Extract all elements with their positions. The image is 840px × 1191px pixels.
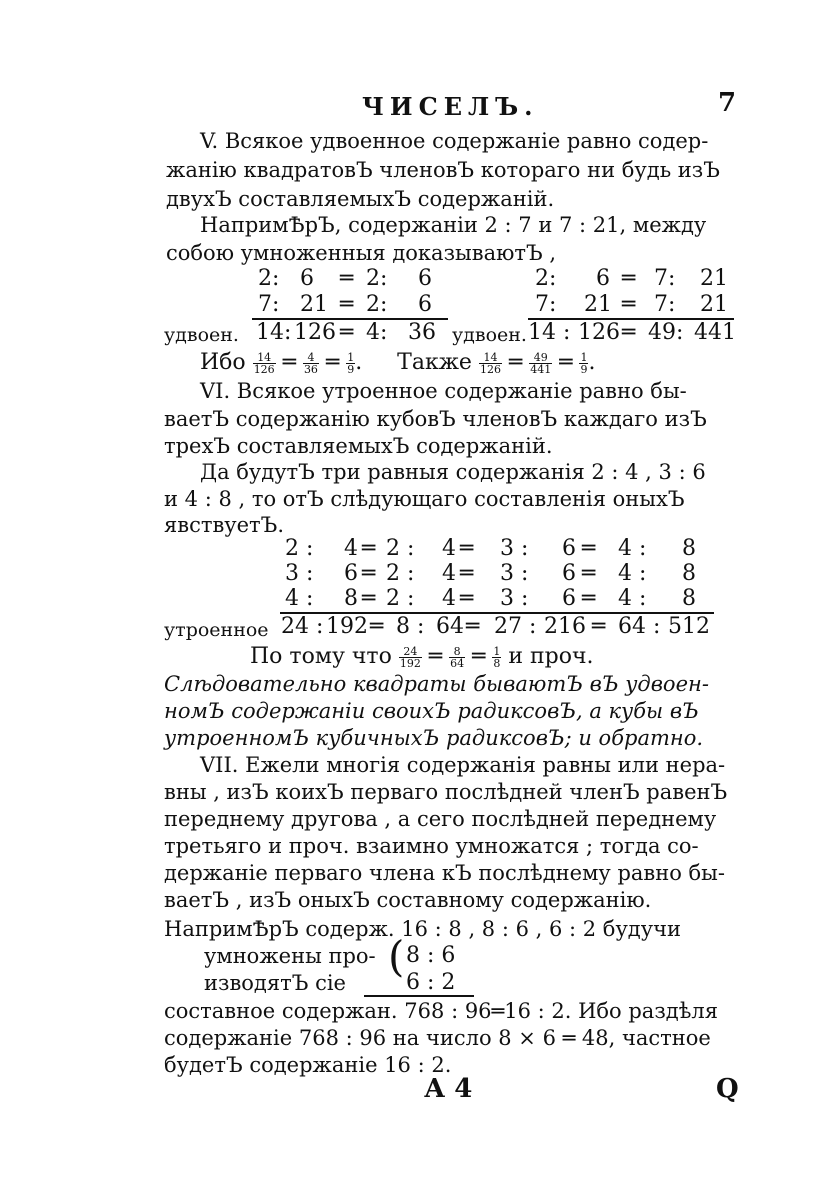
section-vii-line: держанiе перваго члена кЪ послѣднему равно бы- <box>164 861 725 885</box>
equals-sign: ═ <box>622 320 636 345</box>
equals-sign: ═ <box>428 644 443 669</box>
italic-line: утроенномЪ кубичныхЪ радиксовЪ; и обратно. <box>164 726 704 750</box>
table-cell: 8 <box>682 536 696 561</box>
section-vii-line: вны , изЪ коихЪ перваго послѣдней членЪ равенЪ <box>164 780 728 804</box>
fraction: $\frac{8}{64}$ <box>450 644 465 670</box>
table-cell: 3 : <box>285 561 314 586</box>
table-cell: 2: <box>366 266 388 291</box>
table-cell: 2 : <box>386 586 415 611</box>
section-vi-line: Да будутЪ три равныя содержанiя 2 : 4 , 3 : 6 <box>200 460 706 484</box>
stack-line: 6 : 2 <box>406 970 456 995</box>
umnozheny-text: умножены про- <box>204 944 376 968</box>
table-cell: 6 <box>562 586 576 611</box>
table-cell: 6 <box>344 561 358 586</box>
table-cell: 8 <box>682 586 696 611</box>
equals-sign: ═ <box>622 292 636 317</box>
izvodyat-text: изводятЪ сiе <box>204 971 346 995</box>
section-vi-line: ваетЪ содержанiю кубовЪ членовЪ каждаго изЪ <box>164 407 707 431</box>
table-cell: 2 : <box>386 536 415 561</box>
section-vi-line: VI. Всякое утроенное содержанiе равно бы- <box>200 379 687 403</box>
equals-sign: ═ <box>466 614 480 639</box>
equals-sign: ═ <box>340 266 354 291</box>
sostavnoe-tail: Ибо раздѣля <box>578 999 718 1023</box>
table-cell: 768 <box>404 999 445 1023</box>
section-vii-line: переднему другова , а сего послѣдней переднему <box>164 807 717 831</box>
section-vi-line: и 4 : 8 , то отЪ слѣдующаго составленiя оныхЪ <box>164 487 685 511</box>
table-cell: 2 : <box>386 561 415 586</box>
equals-sign: ═ <box>362 586 376 611</box>
equals-sign: ═ <box>472 644 486 669</box>
table-cell: 8 <box>682 561 696 586</box>
last-line: содержанiе 768 : 96 на число 8 ⨯ 6 ═ 48, частное <box>164 1026 711 1050</box>
equals-sign: ═ <box>460 561 474 586</box>
table-cell: : 96 <box>451 999 492 1023</box>
equals-sign: ═ <box>508 350 523 375</box>
table-cell: 21 <box>700 292 728 317</box>
table-cell: 2 : <box>285 536 314 561</box>
section-v-line: НапримѢрЪ, содержанiи 2 : 7 и 7 : 21, между <box>200 213 707 237</box>
equals-sign: ═ <box>282 350 296 375</box>
sostavnoe-label: составное содержан. <box>164 999 398 1023</box>
section-vi-line: трехЪ составляемыхЪ содержанiй. <box>164 434 553 458</box>
equals-sign: ═ <box>622 266 636 291</box>
table-cell: 6 <box>300 266 314 291</box>
equals-sign: ═ <box>362 561 376 586</box>
table-cell: 7: <box>535 292 557 317</box>
po-tomu-label: По тому что <box>250 644 392 669</box>
table-cell: 441 <box>694 320 736 345</box>
section-v-line: жанiю квадратовЪ членовЪ котораго ни будь изЪ <box>166 158 720 182</box>
table-cell: 64 : <box>618 614 661 639</box>
table-cell: 7: <box>258 292 280 317</box>
equals-sign: ═ <box>340 292 354 317</box>
table-cell: 4: <box>366 320 388 345</box>
signature-mark: А 4 <box>424 1074 473 1104</box>
table-cell: 3 : <box>500 586 529 611</box>
section-v-line: собою умноженныя доказываютЪ , <box>166 241 557 265</box>
table-cell: 4 : <box>285 586 314 611</box>
table-cell: 6 <box>418 292 432 317</box>
table-cell: 126 <box>294 320 336 345</box>
table-cell: 8 : <box>396 614 425 639</box>
table-cell: 216 <box>544 614 586 639</box>
table-cell: 2: <box>535 266 557 291</box>
table-cell: 4 : <box>618 561 647 586</box>
table-cell: 27 : <box>494 614 537 639</box>
equals-sign: ═ <box>325 350 340 375</box>
table-cell: 2: <box>258 266 280 291</box>
brace-icon: ( <box>388 932 405 981</box>
po-tomu-line <box>250 644 594 670</box>
section-vii-line: ваетЪ , изЪ оныхЪ составному содержанiю. <box>164 888 652 912</box>
section-vii-line: VII. Ежели многiя содержанiя равны или нера- <box>200 753 726 777</box>
fraction: $\frac{14}{126}$ <box>479 350 501 376</box>
table-cell: 7: <box>654 266 676 291</box>
fraction: $\frac{1}{8}$ <box>493 644 501 670</box>
table-cell: 21 <box>300 292 328 317</box>
equals-sign: ═ <box>559 350 573 375</box>
fraction: $\frac{1}{9}$ <box>580 350 588 376</box>
equals-sign: ═ <box>340 320 354 345</box>
table-cell: 21 <box>700 266 728 291</box>
table-cell: 6 <box>418 266 432 291</box>
takozhde-label: Также <box>397 350 472 375</box>
fraction: $\frac{14}{126}$ <box>253 350 275 376</box>
catchword: Q <box>716 1074 739 1104</box>
table-cell: 24 : <box>281 614 324 639</box>
section-vii-line: третьяго и проч. взаимно умножатся ; тогда со- <box>164 834 699 858</box>
equals-sign: ═ <box>460 586 474 611</box>
section-v-line: V. Всякое удвоенное содержанiе равно содер- <box>200 129 709 153</box>
table-cell: 4 <box>442 536 456 561</box>
table-cell: 4 : <box>618 536 647 561</box>
table-cell: 4 <box>442 586 456 611</box>
example-line: НапримѢрЪ содерж. 16 : 8 , 8 : 6 , 6 : 2 будучи <box>164 917 681 941</box>
table-cell: 4 : <box>618 586 647 611</box>
italic-line: номЪ содержанiи своихЪ радиксовЪ, а кубы вЪ <box>164 699 699 723</box>
running-head: ЧИСЕЛЪ. <box>362 92 539 121</box>
fraction: $\frac{49}{441}$ <box>530 350 552 376</box>
fraction: $\frac{24}{192}$ <box>399 644 421 670</box>
result-label: утроенное <box>164 619 269 641</box>
table-cell: 126 <box>578 320 620 345</box>
table-cell: 4 <box>344 536 358 561</box>
ibo-label: Ибо <box>200 350 246 375</box>
table-cell: 4 <box>442 561 456 586</box>
equals-sign: ═ <box>582 561 596 586</box>
result-label: удвоен. <box>452 324 527 346</box>
ibo-line: Ибо $\frac{14}{126}$ ═ $\frac{4}{36}$ ═ $\frac{1}{9}$ . Также $\frac{14}{126}$ ═ $\frac{49}{441}$ ═ $\frac{1}{9}$ . <box>200 350 596 376</box>
equals-sign: ═ <box>362 536 376 561</box>
table-cell: 7: <box>654 292 676 317</box>
page-number: 7 <box>718 88 737 118</box>
table-cell: 49: <box>648 320 684 345</box>
table-cell: 6 <box>596 266 610 291</box>
table-cell: 21 <box>584 292 612 317</box>
result-label: удвоен. <box>164 324 239 346</box>
equals-sign: ═ <box>592 614 606 639</box>
sostavnoe-line <box>164 998 718 1024</box>
section-vi-line: явствуетЪ. <box>164 513 285 537</box>
table-cell: 2: <box>366 292 388 317</box>
equals-sign: ═ <box>582 536 596 561</box>
fraction: $\frac{4}{36}$ <box>303 350 318 376</box>
table-cell: 16 : 2. <box>504 999 572 1023</box>
fraction: $\frac{1}{9}$ <box>347 350 355 376</box>
equals-sign: ═ <box>491 999 505 1023</box>
equals-sign: ═ <box>460 536 474 561</box>
table-cell: 64 <box>436 614 464 639</box>
po-tomu-tail: и проч. <box>508 644 594 669</box>
table-cell: 36 <box>408 320 436 345</box>
table-cell: 512 <box>668 614 710 639</box>
table-cell: 192 <box>326 614 368 639</box>
table-cell: 14 : <box>528 320 571 345</box>
section-v-line: двухЪ составляемыхЪ содержанiй. <box>166 187 555 211</box>
equals-sign: ═ <box>582 586 596 611</box>
equals-sign: ═ <box>370 614 384 639</box>
table-cell: 14: <box>256 320 292 345</box>
table-cell: 3 : <box>500 536 529 561</box>
last-line: будетЪ содержанiе 16 : 2. <box>164 1053 452 1077</box>
table-cell: 8 <box>344 586 358 611</box>
stack-line: 8 : 6 <box>406 943 456 968</box>
sum-rule <box>364 995 474 997</box>
italic-line: Слѣдовательно квадраты бываютЪ вЪ удвоен- <box>164 672 709 696</box>
table-cell: 6 <box>562 536 576 561</box>
table-cell: 6 <box>562 561 576 586</box>
table-cell: 3 : <box>500 561 529 586</box>
